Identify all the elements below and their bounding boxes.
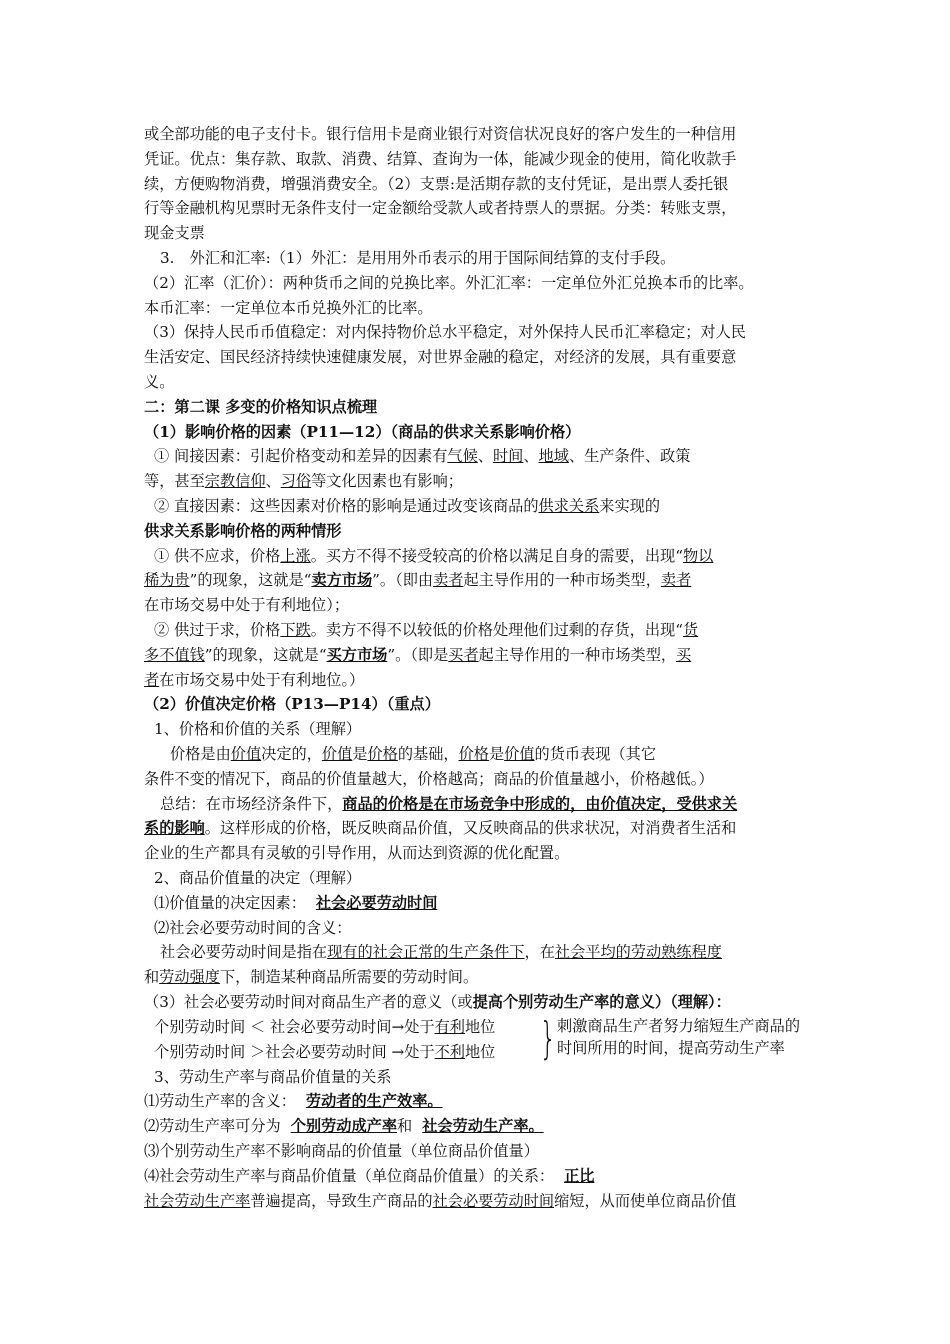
blank-answer: 宗教信仰	[204, 472, 266, 491]
text: 来实现的	[599, 496, 661, 515]
blank-answer: 个别劳动成产率	[290, 1117, 397, 1136]
text-line	[144, 568, 814, 593]
text: 是	[352, 744, 368, 763]
text: 地位	[464, 1042, 496, 1061]
text-line: 1、价格和价值的关系（理解）	[154, 720, 362, 739]
text: （3）社会必要劳动时间对商品生产者的意义（或	[144, 992, 473, 1011]
text: 价格是由	[170, 744, 231, 763]
underlined-term: 买	[676, 645, 692, 664]
text: 社会必要劳动时间是指在	[160, 943, 328, 962]
text: 和	[397, 1117, 413, 1136]
text-line	[144, 1114, 814, 1139]
blank-answer: 货	[682, 620, 699, 639]
blank-answer: 正比	[564, 1166, 595, 1185]
document-body	[144, 122, 814, 1213]
blank-answer: 稀为贵	[144, 571, 190, 590]
blank-answer: 社会劳动生产率。	[422, 1117, 544, 1136]
text-line: 现金支票	[144, 224, 205, 243]
blank-answer: 上涨	[280, 546, 311, 565]
subsection-heading: 供求关系影响价格的两种情形	[144, 521, 342, 540]
text-line	[144, 891, 814, 916]
text-line: 续，方便购物消费，增强消费安全。（2）支票:是活期存款的支付凭证，是出票人委托银	[144, 174, 729, 193]
text-line	[144, 1189, 814, 1214]
blank-answer: 供求关系	[538, 496, 600, 515]
text: ⑴劳动生产率的含义：	[144, 1092, 296, 1111]
text-line	[144, 469, 814, 494]
text-line: 或全部功能的电子支付卡。银行信用卡是商业银行对资信状况良好的客户发生的一种信用	[144, 125, 737, 143]
text-line	[144, 965, 814, 990]
blank-answer: 多不值钱	[144, 645, 205, 664]
blank-answer: 习俗	[280, 472, 312, 491]
blank-answer: 劳动强度	[159, 968, 220, 987]
text: 总结：在市场经济条件下，	[160, 794, 343, 813]
blank-answer: 卖方市场	[311, 571, 373, 590]
text: ⑷社会劳动生产率与商品价值量（单位商品价值量）的关系：	[144, 1166, 555, 1185]
text-line: 义。	[144, 372, 175, 391]
text: 等，甚至	[144, 472, 205, 491]
text: 。买方不得不接受较高的价格以满足自身的需要，出现“	[310, 546, 683, 565]
text: ① 供不应求，价格	[154, 546, 281, 565]
text: 。卖方不得不以较低的价格处理他们过剩的存货，出现“	[310, 620, 683, 639]
blank-answer: 时间	[492, 447, 524, 466]
text-line	[144, 668, 814, 693]
text-line: 企业的生产都具有灵敏的引导作用，从而达到资源的优化配置。	[144, 844, 570, 863]
text: 、生产条件、政策	[568, 447, 691, 466]
blank-answer: 社会必要劳动时间	[315, 893, 438, 912]
text-line	[144, 444, 814, 469]
comparison-row	[154, 1040, 495, 1065]
subsection-heading: （1）影响价格的因素（P11—12）（商品的供求关系影响价格）	[144, 422, 581, 441]
text-line: 3. 外汇和汇率:（1）外汇：是用用外币表示的用于国际间结算的支付手段。	[160, 248, 676, 267]
underlined-term: 买者	[448, 645, 479, 664]
text: ⑴价值量的决定因素：	[154, 893, 306, 912]
text: ”。（即是	[387, 645, 449, 664]
text-line	[144, 494, 814, 519]
text: 、	[265, 472, 281, 491]
text: ⑵劳动生产率可分为	[144, 1117, 281, 1136]
text-line	[144, 742, 814, 767]
text: 和	[144, 968, 160, 987]
text: ”的现象，这就是“	[189, 571, 312, 590]
text-line: （3）保持人民币币值稳定：对内保持物价总水平稳定，对外保持人民币汇率稳定；对人民	[144, 323, 746, 342]
text-line: ⑶个别劳动生产率不影响商品的价值量（单位商品价值量）	[144, 1142, 539, 1161]
text: 在市场交易中处于有利地位。）	[159, 670, 365, 689]
text-line: 条件不变的情况下，商品的价值量越大，价格越高；商品的价值量越小，价格越低。）	[144, 769, 714, 788]
text-line: 在市场交易中处于有利地位）；	[144, 596, 350, 615]
blank-answer: 社会劳动生产率	[144, 1191, 251, 1210]
text: ② 直接因素：这些因素对价格的影响是通过改变该商品的	[154, 496, 539, 515]
blank-answer: 下跌	[280, 620, 311, 639]
text-line: 行等金融机构见票时无条件支付一定金额给受款人或者持票人的票据。分类：转账支票，	[144, 199, 737, 218]
text: 、	[523, 447, 539, 466]
text: 起主导作用的一种市场类型，	[478, 645, 677, 664]
text: ① 间接因素：引起价格变动和差异的因素有	[154, 447, 448, 466]
text-line: 凭证。优点：集存款、取款、消费、结算、查询为一体，能减少现金的使用，简化收款手	[144, 149, 737, 168]
text-line	[144, 1164, 814, 1189]
text: 缩短，从而使单位商品价值	[554, 1191, 737, 1210]
text: 是	[488, 744, 505, 763]
text: 决定的，	[261, 744, 322, 763]
text-line	[144, 643, 814, 668]
text-line	[144, 940, 814, 965]
blank-answer: 社会平均的劳动熟练程度	[554, 943, 722, 962]
text-line: 2、商品价值量的决定（理解）	[154, 868, 362, 887]
underlined-term: 卖者	[660, 571, 692, 590]
underlined-term: 社会必要劳动时间	[432, 1191, 555, 1210]
text-line: ⑵社会必要劳动时间的含义：	[154, 918, 352, 937]
key-statement: 商品的价格是在市场竞争中形成的，由价值决定，受供求关	[342, 794, 738, 813]
curly-brace-icon: }	[539, 1012, 557, 1064]
labor-time-comparison	[144, 1012, 814, 1065]
subsection-heading: （2）价值决定价格（P13—P14）（重点）	[144, 695, 440, 714]
blank-answer: 价格	[458, 744, 489, 763]
text: 、	[477, 447, 493, 466]
comparison-note	[557, 1015, 800, 1059]
note-line: 时间所用的时间，提高劳动生产率	[557, 1038, 785, 1057]
blank-answer: 价格	[367, 744, 398, 763]
blank-answer: 价值	[321, 744, 353, 763]
section-heading: 二：第二课 多变的价格知识点梳理	[144, 397, 378, 416]
text: 普遍提高，导致生产商品的	[250, 1191, 433, 1210]
text: 。这样形成的价格，既反映商品价值，又反映商品的供求状况，对消费者生活和	[204, 819, 737, 838]
text: 的基础，	[397, 744, 459, 763]
text: ”的现象，这就是“	[204, 645, 327, 664]
text-line: 本币汇率：一定单位本币兑换外汇的比率。	[144, 298, 433, 317]
blank-answer: 买方市场	[326, 645, 388, 664]
blank-answer: 气候	[447, 447, 478, 466]
blank-answer: 价值	[230, 744, 262, 763]
text: 等文化因素也有影响；	[311, 472, 463, 491]
text: 个别劳动时间 ＞社会必要劳动时间 →处于	[154, 1042, 435, 1061]
text-line	[144, 792, 814, 817]
text: ，在	[524, 943, 555, 962]
text: 起主导作用的一种市场类型，	[463, 571, 661, 590]
blank-answer: 现有的社会正常的生产条件下	[327, 943, 525, 962]
blank-answer: 劳动者的生产效率。	[305, 1092, 443, 1111]
underlined-term: 者	[144, 670, 160, 689]
blank-answer: 价值	[504, 744, 535, 763]
text-line: 3、劳动生产率与商品价值量的关系	[154, 1067, 392, 1086]
text-line: （2）汇率（汇价）：两种货币之间的兑换比率。外汇汇率：一定单位外汇兑换本币的比率。	[144, 273, 754, 292]
text-line	[144, 1089, 814, 1114]
text-line	[144, 544, 814, 569]
blank-answer: 物以	[682, 546, 714, 565]
text: ”。（即由	[372, 571, 434, 590]
blank-answer: 有利	[434, 1017, 465, 1036]
emphasis: 提高个别劳动生产率的意义）（理解）：	[472, 992, 731, 1011]
text-line	[144, 618, 814, 643]
text: 的货币表现（其它	[534, 744, 656, 763]
text-line	[144, 990, 814, 1015]
text-line: 生活安定、国民经济持续快速健康发展，对世界金融的稳定，对经济的发展，具有重要意	[144, 348, 737, 367]
underlined-term: 卖者	[433, 571, 464, 590]
blank-answer: 不利	[434, 1042, 465, 1061]
blank-answer: 地域	[538, 447, 569, 466]
text: 个别劳动时间 ＜ 社会必要劳动时间→处于	[154, 1017, 435, 1036]
text: ② 供过于求，价格	[154, 620, 281, 639]
note-line: 刺激商品生产者努力缩短生产商品的	[557, 1016, 800, 1035]
text: 地位	[464, 1017, 496, 1036]
text: 下，制造某种商品所需要的劳动时间。	[219, 968, 479, 987]
key-statement: 系的影响	[144, 819, 205, 838]
text-line	[144, 816, 814, 841]
comparison-row	[154, 1015, 495, 1040]
